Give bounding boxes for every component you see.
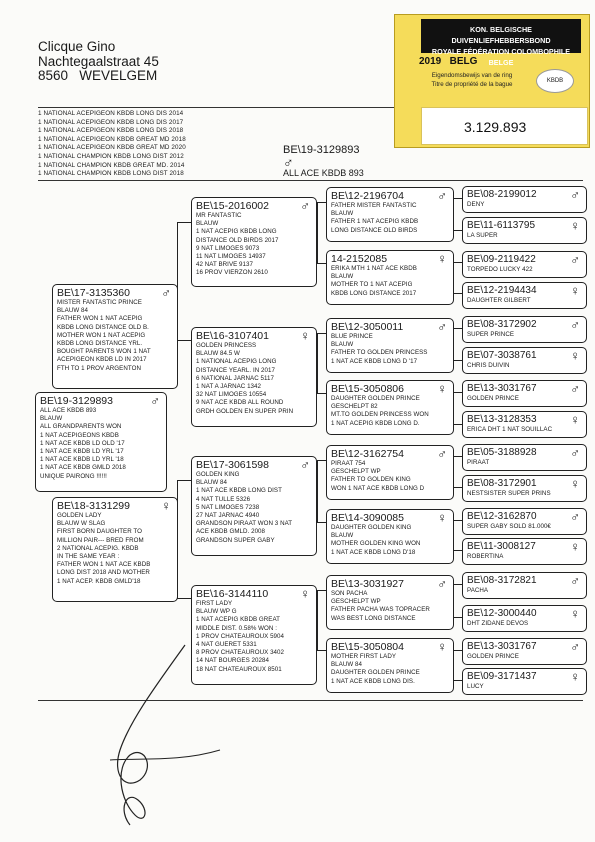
ring-number: BE\09-3171437 xyxy=(467,671,537,682)
connector xyxy=(177,340,191,341)
female-icon: ♀ xyxy=(437,381,447,396)
ring-number: BE\12-2196704 xyxy=(331,190,404,202)
info-line: DAUGHTER GILBERT xyxy=(467,297,531,304)
cert-text-fr: Titre de propriété de la bague xyxy=(431,80,513,88)
info-line: 18 NAT CHATEAUROUX 8501 xyxy=(196,665,282,673)
ring-number: BE\09-2119422 xyxy=(467,254,536,265)
connector xyxy=(177,598,191,599)
female-icon: ♀ xyxy=(570,348,580,363)
info-line: MOTHER FIRST LADY xyxy=(331,653,397,660)
info-line: DHT ZIDANE DEVOS xyxy=(467,620,529,627)
info-line: ALL ACE KBDB 893 xyxy=(40,407,97,414)
ring-number: BE\12-3000440 xyxy=(467,608,537,619)
pedigree-gggp xyxy=(462,347,587,374)
ring-number: BE\08-3172902 xyxy=(467,319,537,330)
info-line: 4 NAT TULLE 5326 xyxy=(196,495,251,503)
pedigree-gggp xyxy=(462,444,587,471)
female-icon: ♀ xyxy=(437,251,447,266)
ring-number: BE\08-2199012 xyxy=(467,189,537,200)
info-line: MT.TO GOLDEN PRINCESS WON xyxy=(331,411,429,419)
cert-country: BELG xyxy=(449,56,478,67)
award-line: 1 NATIONAL CHAMPION KBDB LONG DIST 2018 xyxy=(38,170,184,178)
pedigree-gggp xyxy=(462,380,587,407)
connector xyxy=(454,650,462,651)
connector xyxy=(317,460,326,461)
subject-ring: BE\19-3129893 xyxy=(283,144,360,156)
info-line: 1 NAT ACE KBDB LONG D'18 xyxy=(331,548,416,556)
connector xyxy=(317,522,326,523)
award-line: 1 NATIONAL CHAMPION KBDB GREAT MD. 2014 xyxy=(38,161,185,169)
info-line: BLAUW xyxy=(331,532,354,540)
info-line: FATHER WON 1 NAT ACE KBDB xyxy=(57,561,151,569)
ring-certificate xyxy=(394,14,590,148)
connector xyxy=(317,590,318,650)
connector xyxy=(454,550,462,551)
info-line: KBDB LONG DISTANCE OLD B. xyxy=(57,323,149,331)
info-line: BLAUW xyxy=(331,341,354,349)
connector xyxy=(454,262,462,263)
info-line: BLAUW 84 xyxy=(331,661,363,669)
pedigree-gggp xyxy=(462,668,587,695)
info-line: GOLDEN LADY xyxy=(57,512,102,519)
connector xyxy=(317,460,318,522)
info-line: DAUGHTER GOLDEN PRINCE xyxy=(331,669,420,677)
info-line: FIRST LADY xyxy=(196,600,233,607)
ring-number: BE\14-3090085 xyxy=(331,512,404,524)
info-line: LA SUPER xyxy=(467,232,498,239)
award-line: 1 NATIONAL ACEPIGEON KBDB LONG DIS 2017 xyxy=(38,118,184,126)
connector xyxy=(317,650,326,651)
ring-number: BE\05-3188928 xyxy=(467,447,537,458)
pedigree-gggp xyxy=(462,186,587,213)
info-line: PIRAAT xyxy=(467,459,490,466)
ring-number: BE\13-3031927 xyxy=(331,578,404,590)
info-line: 6 NATIONAL JARNAC 5117 xyxy=(196,374,275,382)
info-line: BLAUW 84 xyxy=(57,307,89,315)
female-icon: ♀ xyxy=(570,539,580,554)
male-icon: ♂ xyxy=(570,445,580,460)
ring-number: BE\15-2016002 xyxy=(196,200,269,212)
info-line: 1 NAT ACE KBDB LONG DIST xyxy=(196,487,282,495)
info-line: KBDB LONG DISTANCE 2017 xyxy=(331,289,417,297)
info-line: GESCHELPT 82 xyxy=(331,403,378,411)
federation-name-nl: KON. BELGISCHE DUIVENLIEFHEBBERSBOND xyxy=(451,25,551,45)
pedigree-gggp xyxy=(462,572,587,599)
subject-name: ALL ACE KBDB 893 xyxy=(283,168,364,178)
male-icon: ♂ xyxy=(570,639,580,654)
pedigree-gggp xyxy=(462,638,587,665)
info-line: 2 NATIONAL ACEPIG. KBDB xyxy=(57,544,139,552)
ring-number: BE\15-3050804 xyxy=(331,641,404,653)
ring-number: BE\11-3008127 xyxy=(467,541,536,552)
info-line: MOTHER TO 1 NAT ACEPIG xyxy=(331,281,413,289)
info-line: 1 NAT ACE KBDB LONG DIS. xyxy=(331,677,415,685)
info-line: ERICA DHT 1 NAT SOUILLAC xyxy=(467,426,553,433)
male-icon: ♂ xyxy=(150,393,160,408)
connector xyxy=(317,263,326,264)
pedigree-ggp xyxy=(326,187,454,242)
info-line: LONG DIST 2018 AND MOTHER xyxy=(57,569,150,577)
cert-ownership-text xyxy=(417,72,527,89)
male-icon: ♂ xyxy=(570,187,580,202)
pedigree-gggp xyxy=(462,282,587,309)
info-line: DAUGHTER GOLDEN PRINCE xyxy=(331,395,420,402)
info-line: LONG DISTANCE OLD BIRDS xyxy=(331,226,418,234)
info-line: 1 NAT A JARNAC 1342 xyxy=(196,383,262,391)
male-icon: ♂ xyxy=(570,509,580,524)
info-line: BLAUW xyxy=(331,210,354,218)
info-line: ACEPIGEON KBDB LD IN 2017 xyxy=(57,356,147,364)
info-line: 1 NAT ACEPIG KBDB GREAT xyxy=(196,616,281,624)
male-icon: ♂ xyxy=(161,285,171,300)
ring-number: BE\17-3061598 xyxy=(196,459,269,471)
info-line: 1 NAT ACE KBDB LD YRL '18 xyxy=(40,456,124,464)
ring-number: BE\12-3050011 xyxy=(331,321,404,333)
owner-name: Clicque Gino xyxy=(38,39,116,54)
info-line: GOLDEN PRINCESS xyxy=(196,342,257,349)
female-icon: ♀ xyxy=(570,476,580,491)
female-icon: ♀ xyxy=(437,639,447,654)
ring-number: BE\15-3050806 xyxy=(331,383,404,395)
info-line: SUPER GABY SOLD 81.000€ xyxy=(467,523,551,530)
info-line: 32 NAT LIMOGES 10554 xyxy=(196,391,267,399)
ring-number: BE\13-3031767 xyxy=(467,383,537,394)
info-line: BLAUW W SLAG xyxy=(57,520,106,528)
info-line: 42 NAT BRIVE 9137 xyxy=(196,261,254,269)
connector xyxy=(317,202,318,263)
pedigree-mother xyxy=(52,497,178,602)
info-line: ERIKA MTH 1 NAT ACE KBDB xyxy=(331,265,417,272)
ring-number: BE\16-3144110 xyxy=(196,588,269,600)
connector xyxy=(454,680,462,681)
female-icon: ♀ xyxy=(300,328,310,343)
cert-year: 2019 xyxy=(419,56,442,67)
info-line: 1 NAT ACEPIG KBDB LONG D. xyxy=(331,419,420,427)
info-line: 16 PROV VIERZON 2610 xyxy=(196,269,268,277)
owner-city: 8560 WEVELGEM xyxy=(38,68,158,83)
owner-street: Nachtegaalstraat 45 xyxy=(38,53,159,69)
info-line: BLAUW xyxy=(331,273,354,281)
male-icon: ♂ xyxy=(437,576,447,591)
info-line: MISTER FANTASTIC PRINCE xyxy=(57,299,142,306)
info-line: 11 NAT LIMOGES 14937 xyxy=(196,253,266,261)
ring-number: BE\11-6113795 xyxy=(467,220,536,231)
connector xyxy=(454,293,462,294)
info-line: FATHER MISTER FANTASTIC xyxy=(331,202,417,209)
female-icon: ♀ xyxy=(570,283,580,298)
info-line: GOLDEN PRINCE xyxy=(467,395,519,402)
female-icon: ♀ xyxy=(570,412,580,427)
info-line: IN THE SAME YEAR : xyxy=(57,553,120,561)
info-line: GESCHELPT WP xyxy=(331,598,381,606)
info-line: FATHER 1 NAT ACEPIG KBDB xyxy=(331,218,419,226)
info-line: 9 NAT ACE KBDB ALL ROUND xyxy=(196,399,284,407)
subject-header xyxy=(283,145,364,179)
pedigree-gggp xyxy=(462,538,587,565)
connector xyxy=(317,202,326,203)
info-line: WON 1 NAT ACE KBDB LONG D xyxy=(331,484,425,492)
ring-number: BE\13-3128353 xyxy=(467,414,537,425)
pedigree-gggp xyxy=(462,251,587,278)
ring-number: BE\12-2194434 xyxy=(467,285,537,296)
male-icon: ♂ xyxy=(300,198,310,213)
info-line: GESCHELPT WP xyxy=(331,468,381,476)
info-line: 14 NAT BOURGES 20284 xyxy=(196,657,269,665)
female-icon: ♀ xyxy=(437,510,447,525)
ring-number: BE\12-3162870 xyxy=(467,511,537,522)
info-line: GRDH GOLDEN EN SUPER PRIN xyxy=(196,407,294,415)
connector xyxy=(454,230,462,231)
pedigree-gggp xyxy=(462,411,587,438)
male-icon: ♂ xyxy=(437,319,447,334)
pedigree-father xyxy=(52,284,178,389)
pedigree-ggp xyxy=(326,575,454,630)
award-line: 1 NATIONAL ACEPIGEON KBDB LONG DIS 2014 xyxy=(38,110,184,117)
info-line: GRANDSON SUPER GABY xyxy=(196,536,275,544)
pedigree-ggp xyxy=(326,250,454,305)
pedigree-ggp xyxy=(326,445,454,500)
info-line: BOUGHT PARENTS WON 1 NAT xyxy=(57,348,151,356)
connector xyxy=(454,198,462,199)
info-line: DAUGHTER GOLDEN KING xyxy=(331,524,412,531)
info-line: UNIQUE PAIRONG !!!!!! xyxy=(40,472,107,480)
ring-number: BE\17-3135360 xyxy=(57,287,130,299)
ring-number: BE\19-3129893 xyxy=(40,395,113,407)
ring-number: BE\07-3038761 xyxy=(467,350,537,361)
female-icon: ♀ xyxy=(161,498,171,513)
info-line: DENY xyxy=(467,201,485,208)
info-line: FATHER PACHA WAS TOPRACER xyxy=(331,606,430,614)
cert-number: 3.129.893 xyxy=(464,119,527,135)
cert-year-country xyxy=(419,56,477,67)
male-icon: ♂ xyxy=(570,252,580,267)
info-line: FATHER WON 1 NAT ACEPIG xyxy=(57,315,143,323)
info-line: FIRST BORN DAUGHTER TO xyxy=(57,528,142,536)
ring-number: BE\16-3107401 xyxy=(196,330,269,342)
pedigree-gggp xyxy=(462,316,587,343)
connector xyxy=(317,393,326,394)
info-line: BLAUW xyxy=(196,220,219,228)
info-line: 1 NAT ACE KBDB LONG D '17 xyxy=(331,357,418,365)
pedigree-subject xyxy=(35,392,167,492)
info-line: PACHA xyxy=(467,587,489,594)
award-line: 1 NATIONAL ACEPIGEON KBDB LONG DIS 2018 xyxy=(38,127,184,135)
info-line: CHRIS DUIVIN xyxy=(467,362,510,369)
divider xyxy=(38,180,583,181)
connector xyxy=(317,590,326,591)
awards-list xyxy=(38,110,186,179)
info-line: 1 NAT ACEP. KBDB GMLD'18 xyxy=(57,577,141,585)
connector xyxy=(177,222,191,223)
info-line: 1 NAT ACEPIG KBDB LONG xyxy=(196,228,277,236)
info-line: 1 NAT ACE KBDB GMLD 2018 xyxy=(40,464,126,472)
info-line: SUPER PRINCE xyxy=(467,331,515,338)
info-line: GOLDEN PRINCE xyxy=(467,653,519,660)
pedigree-gggp xyxy=(462,508,587,535)
ring-number: BE\08-3172901 xyxy=(467,478,537,489)
handwritten-signature xyxy=(90,640,240,830)
connector xyxy=(454,487,462,488)
info-line: PIRAAT 754 xyxy=(331,460,366,467)
info-line: 1 NAT ACEPIGEONS KBDB xyxy=(40,431,119,439)
ring-number: BE\12-3162754 xyxy=(331,448,404,460)
cert-text-nl: Eigendomsbewijs van de ring xyxy=(431,72,513,79)
info-line: ACE KBDB GMLD. 2008 xyxy=(196,528,266,536)
info-line: FATHER TO GOLDEN KING xyxy=(331,476,411,484)
info-line: DISTANCE YEARL. IN 2017 xyxy=(196,366,275,374)
male-icon: ♂ xyxy=(437,446,447,461)
info-line: BLAUW WP G xyxy=(196,608,237,616)
male-icon: ♂ xyxy=(300,457,310,472)
pedigree-gggp xyxy=(462,605,587,632)
connector xyxy=(454,424,462,425)
pedigree-ggp xyxy=(326,509,454,564)
info-line: WAS BEST LONG DISTANCE xyxy=(331,614,416,622)
female-icon: ♀ xyxy=(570,669,580,684)
ring-number: BE\13-3031767 xyxy=(467,641,537,652)
info-line: DISTANCE OLD BIRDS 2017 xyxy=(196,236,279,244)
info-line: MIDDLE DIST. 0.58% WON : xyxy=(196,624,277,632)
pedigree-gf-maternal xyxy=(191,456,317,556)
ring-number: BE\18-3131299 xyxy=(57,500,130,512)
info-line: FTH TO 1 PROV ARGENTON xyxy=(57,364,141,372)
connector xyxy=(454,328,462,329)
male-icon: ♂ xyxy=(570,317,580,332)
info-line: GOLDEN KING xyxy=(196,471,240,478)
info-line: 1 NAT ACE KBDB LD OLD '17 xyxy=(40,439,125,447)
male-icon: ♂ xyxy=(437,188,447,203)
info-line: KBDB LONG DISTANCE YRL. xyxy=(57,340,143,348)
male-icon: ♂ xyxy=(570,573,580,588)
info-line: MILLION PAIR--- BRED FROM xyxy=(57,536,144,544)
pedigree-gm-paternal xyxy=(191,327,317,427)
connector xyxy=(454,456,462,457)
female-icon: ♀ xyxy=(570,606,580,621)
connector xyxy=(317,333,326,334)
federation-name-fr: ROYALE FÉDÉRATION COLOMBOPHILE BELGE xyxy=(431,47,571,67)
connector xyxy=(454,392,462,393)
ring-number: BE\08-3172821 xyxy=(467,575,537,586)
award-line: 1 NATIONAL ACEPIGEON KBDB GREAT MD 2018 xyxy=(38,135,186,143)
info-line: MR FANTASTIC xyxy=(196,212,242,219)
info-line: 27 NAT JARNAC 4940 xyxy=(196,512,260,520)
award-line: 1 NATIONAL ACEPIGEON KBDB GREAT MD 2020 xyxy=(38,144,186,152)
ring-number: 14-2152085 xyxy=(331,253,388,265)
info-line: 8 PROV CHATEAUROUX 3402 xyxy=(196,649,285,657)
info-line: SON PACHA xyxy=(331,590,368,597)
owner-address xyxy=(38,40,159,84)
pedigree-ggp xyxy=(326,638,454,693)
pedigree-ggp xyxy=(326,318,454,373)
connector xyxy=(454,360,462,361)
pedigree-gggp xyxy=(462,475,587,502)
info-line: ROBERTINA xyxy=(467,553,504,560)
pedigree-gf-paternal xyxy=(191,197,317,287)
pedigree-gggp xyxy=(462,217,587,244)
info-line: BLAUW 84.5 W xyxy=(196,350,240,358)
connector xyxy=(454,617,462,618)
info-line: 1 NATIONAL ACEPIG LONG xyxy=(196,358,277,366)
female-icon: ♀ xyxy=(570,218,580,233)
male-icon: ♂ xyxy=(283,154,294,170)
info-line: 1 NAT ACE KBDB LD YRL '17 xyxy=(40,448,124,456)
connector xyxy=(454,584,462,585)
info-line: FATHER TO GOLDEN PRINCESS xyxy=(331,349,428,357)
connector xyxy=(177,480,191,481)
info-line: 5 NAT LIMOGES 7238 xyxy=(196,503,260,511)
male-icon: ♂ xyxy=(570,381,580,396)
info-line: TORPEDO LUCKY 422 xyxy=(467,266,533,273)
info-line: ALL GRANDPARENTS WON xyxy=(40,423,122,431)
info-line: 1 PROV CHATEAUROUX 5904 xyxy=(196,632,285,640)
pedigree-ggp xyxy=(326,380,454,435)
info-line: MOTHER GOLDEN KING WON xyxy=(331,540,421,548)
info-line: BLAUW xyxy=(40,415,63,423)
info-line: 9 NAT LIMOGES 9073 xyxy=(196,244,260,252)
info-line: BLAUW 84 xyxy=(196,479,228,487)
info-line: GRANDSON PIRAAT WON 3 NAT xyxy=(196,520,293,528)
connector xyxy=(317,333,318,393)
award-line: 1 NATIONAL CHAMPION KBDB LONG DIST 2012 xyxy=(38,152,184,160)
female-icon: ♀ xyxy=(300,586,310,601)
kbdb-logo: KBDB xyxy=(536,69,574,93)
info-line: NESTSISTER SUPER PRINS xyxy=(467,490,551,497)
info-line: BLUE PRINCE xyxy=(331,333,373,340)
connector xyxy=(454,520,462,521)
info-line: LUCY xyxy=(467,683,484,690)
info-line: 4 NAT GUERET 5331 xyxy=(196,641,257,649)
info-line: MOTHER WON 1 NAT ACEPIG xyxy=(57,331,146,339)
